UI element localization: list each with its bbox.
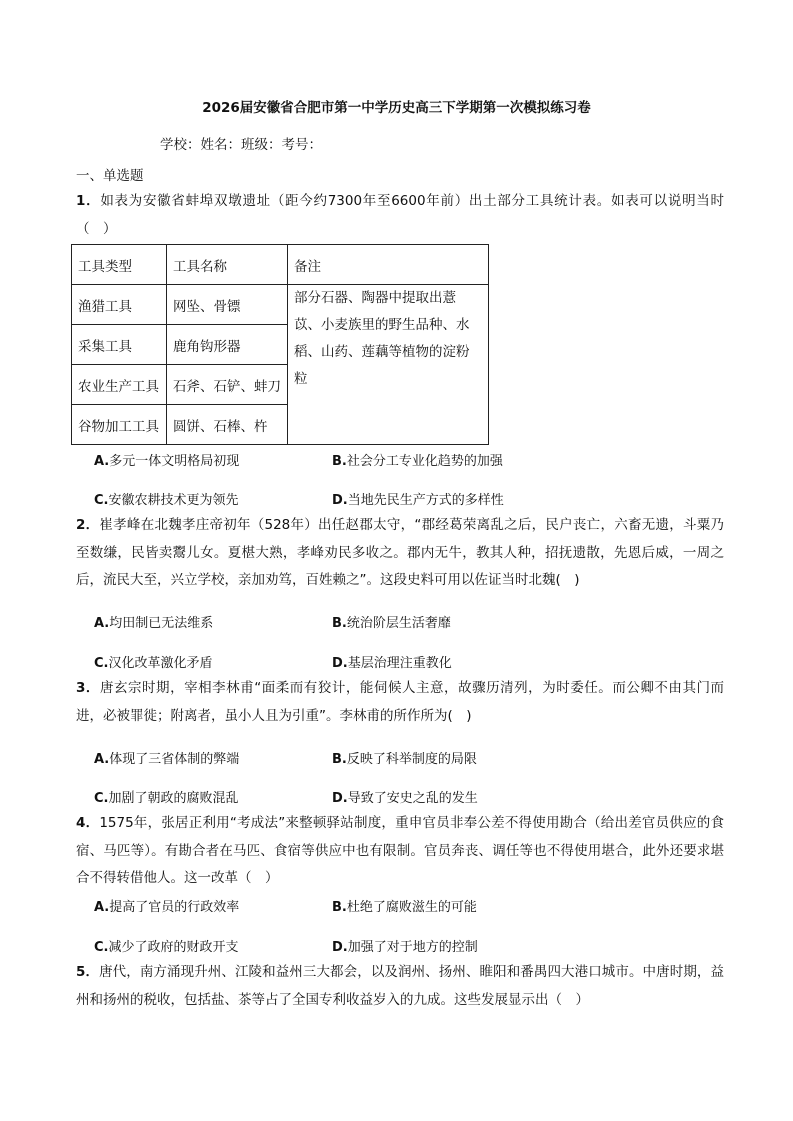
option-letter: C. xyxy=(94,791,109,806)
table-row xyxy=(72,285,489,325)
option-b[interactable] xyxy=(332,896,477,915)
option-b[interactable] xyxy=(332,612,451,631)
question-4 xyxy=(76,810,724,893)
option-text: 统治阶层生活奢靡 xyxy=(346,616,451,631)
table-cell: 圆饼、石棒、杵 xyxy=(167,405,288,445)
question-stem: 崔孝峰在北魏孝庄帝初年（528年）出任赵郡太守，“郡经葛荣离乱之后，民户丧亡，六畜无遗，斗粟乃至数缣，民皆卖鬻儿女。夏椹大熟，孝峰劝民多收之。郡内无牛，教其人种，招抚遗散，先恩后威，一周之后，流民大至，兴立学校，亲加劝笃，百姓赖之”。这段史料可用以佐证当时北魏( ) xyxy=(76,517,724,588)
exam-title: 2026届安徽省合肥市第一中学历史高三下学期第一次模拟练习卷 xyxy=(202,100,591,116)
question-stem: 唐玄宗时期，宰相李林甫“面柔而有狡计，能伺候人主意，故骤历清列，为时委任。而公卿不由其门而进，必被罪徙；附离者，虽小人且为引重”。李林甫的所作所为( ) xyxy=(76,680,724,724)
question-3 xyxy=(76,675,724,730)
table-header-row xyxy=(72,245,489,285)
option-letter: B. xyxy=(332,752,347,767)
option-letter: D. xyxy=(332,656,348,671)
table-cell: 采集工具 xyxy=(72,325,167,365)
option-b[interactable] xyxy=(332,450,503,469)
table-cell: 鹿角钩形器 xyxy=(167,325,288,365)
option-c[interactable] xyxy=(94,936,239,955)
option-text: 杜绝了腐败滋生的可能 xyxy=(346,900,477,915)
option-d[interactable] xyxy=(332,489,504,508)
question-number: 3． xyxy=(76,680,100,696)
question-5 xyxy=(76,959,724,1014)
option-letter: A. xyxy=(94,900,110,915)
option-a[interactable] xyxy=(94,450,239,469)
option-c[interactable] xyxy=(94,489,239,508)
table-cell: 谷物加工工具 xyxy=(72,405,167,445)
option-c[interactable] xyxy=(94,787,239,806)
table-cell: 石斧、石铲、蚌刀 xyxy=(167,365,288,405)
table-cell: 网坠、骨镖 xyxy=(167,285,288,325)
tools-table xyxy=(71,244,489,445)
option-text: 多元一体文明格局初现 xyxy=(109,454,240,469)
option-letter: D. xyxy=(332,493,348,508)
option-letter: D. xyxy=(332,940,348,955)
option-d[interactable] xyxy=(332,936,478,955)
option-letter: A. xyxy=(94,616,110,631)
option-text: 当地先民生产方式的多样性 xyxy=(347,493,504,508)
option-letter: D. xyxy=(332,791,348,806)
table-header-cell: 备注 xyxy=(288,245,489,285)
option-letter: C. xyxy=(94,493,109,508)
question-stem: 如表为安徽省蚌埠双墩遗址（距今约7300年至6600年前）出土部分工具统计表。如表可以说明当时（ ） xyxy=(76,193,724,237)
option-text: 安徽农耕技术更为领先 xyxy=(108,493,239,508)
question-number: 4． xyxy=(76,815,100,831)
table-cell: 渔猎工具 xyxy=(72,285,167,325)
option-a[interactable] xyxy=(94,748,239,767)
section-heading: 一、单选题 xyxy=(76,168,144,184)
option-d[interactable] xyxy=(332,787,478,806)
table-header-cell: 工具类型 xyxy=(72,245,167,285)
table-note-cell: 部分石器、陶器中提取出薏苡、小麦族里的野生品种、水稻、山药、莲藕等植物的淀粉粒 xyxy=(288,285,489,445)
option-text: 提高了官员的行政效率 xyxy=(109,900,240,915)
question-number: 2． xyxy=(76,517,100,533)
option-letter: C. xyxy=(94,940,109,955)
option-c[interactable] xyxy=(94,652,213,671)
option-letter: C. xyxy=(94,656,109,671)
option-letter: A. xyxy=(94,752,110,767)
question-1 xyxy=(76,188,724,243)
option-text: 加强了对于地方的控制 xyxy=(347,940,478,955)
option-text: 基层治理注重教化 xyxy=(347,656,452,671)
option-text: 加剧了朝政的腐败混乱 xyxy=(108,791,239,806)
question-stem: 唐代，南方涌现升州、江陵和益州三大都会，以及润州、扬州、睢阳和番禺四大港口城市。中唐时期，益州和扬州的税收，包括盐、茶等占了全国专利收益岁入的九成。这些发展显示出（ ） xyxy=(76,964,724,1008)
student-info-line: 学校：姓名：班级：考号： xyxy=(160,137,322,153)
option-text: 导致了安史之乱的发生 xyxy=(347,791,478,806)
option-a[interactable] xyxy=(94,612,213,631)
option-text: 减少了政府的财政开支 xyxy=(108,940,239,955)
option-text: 体现了三省体制的弊端 xyxy=(109,752,240,767)
question-2 xyxy=(76,512,724,595)
question-stem: 1575年，张居正利用“考成法”来整顿驿站制度，重申官员非奉公差不得使用勘合（给出差官员供应的食宿、马匹等）。有勘合者在马匹、食宿等供应中也有限制。官员奔丧、调任等也不得使用堪合，此外还要求堪合不得转借他人。这一改革（ ） xyxy=(76,815,724,886)
option-letter: B. xyxy=(332,900,347,915)
option-letter: B. xyxy=(332,616,347,631)
table-cell: 农业生产工具 xyxy=(72,365,167,405)
option-text: 汉化改革激化矛盾 xyxy=(108,656,213,671)
question-number: 5． xyxy=(76,964,100,980)
option-text: 均田制已无法维系 xyxy=(109,616,214,631)
option-b[interactable] xyxy=(332,748,477,767)
option-letter: A. xyxy=(94,454,110,469)
option-letter: B. xyxy=(332,454,347,469)
option-text: 社会分工专业化趋势的加强 xyxy=(346,454,503,469)
option-text: 反映了科举制度的局限 xyxy=(346,752,477,767)
option-a[interactable] xyxy=(94,896,239,915)
question-number: 1． xyxy=(76,193,101,209)
table-header-cell: 工具名称 xyxy=(167,245,288,285)
option-d[interactable] xyxy=(332,652,452,671)
